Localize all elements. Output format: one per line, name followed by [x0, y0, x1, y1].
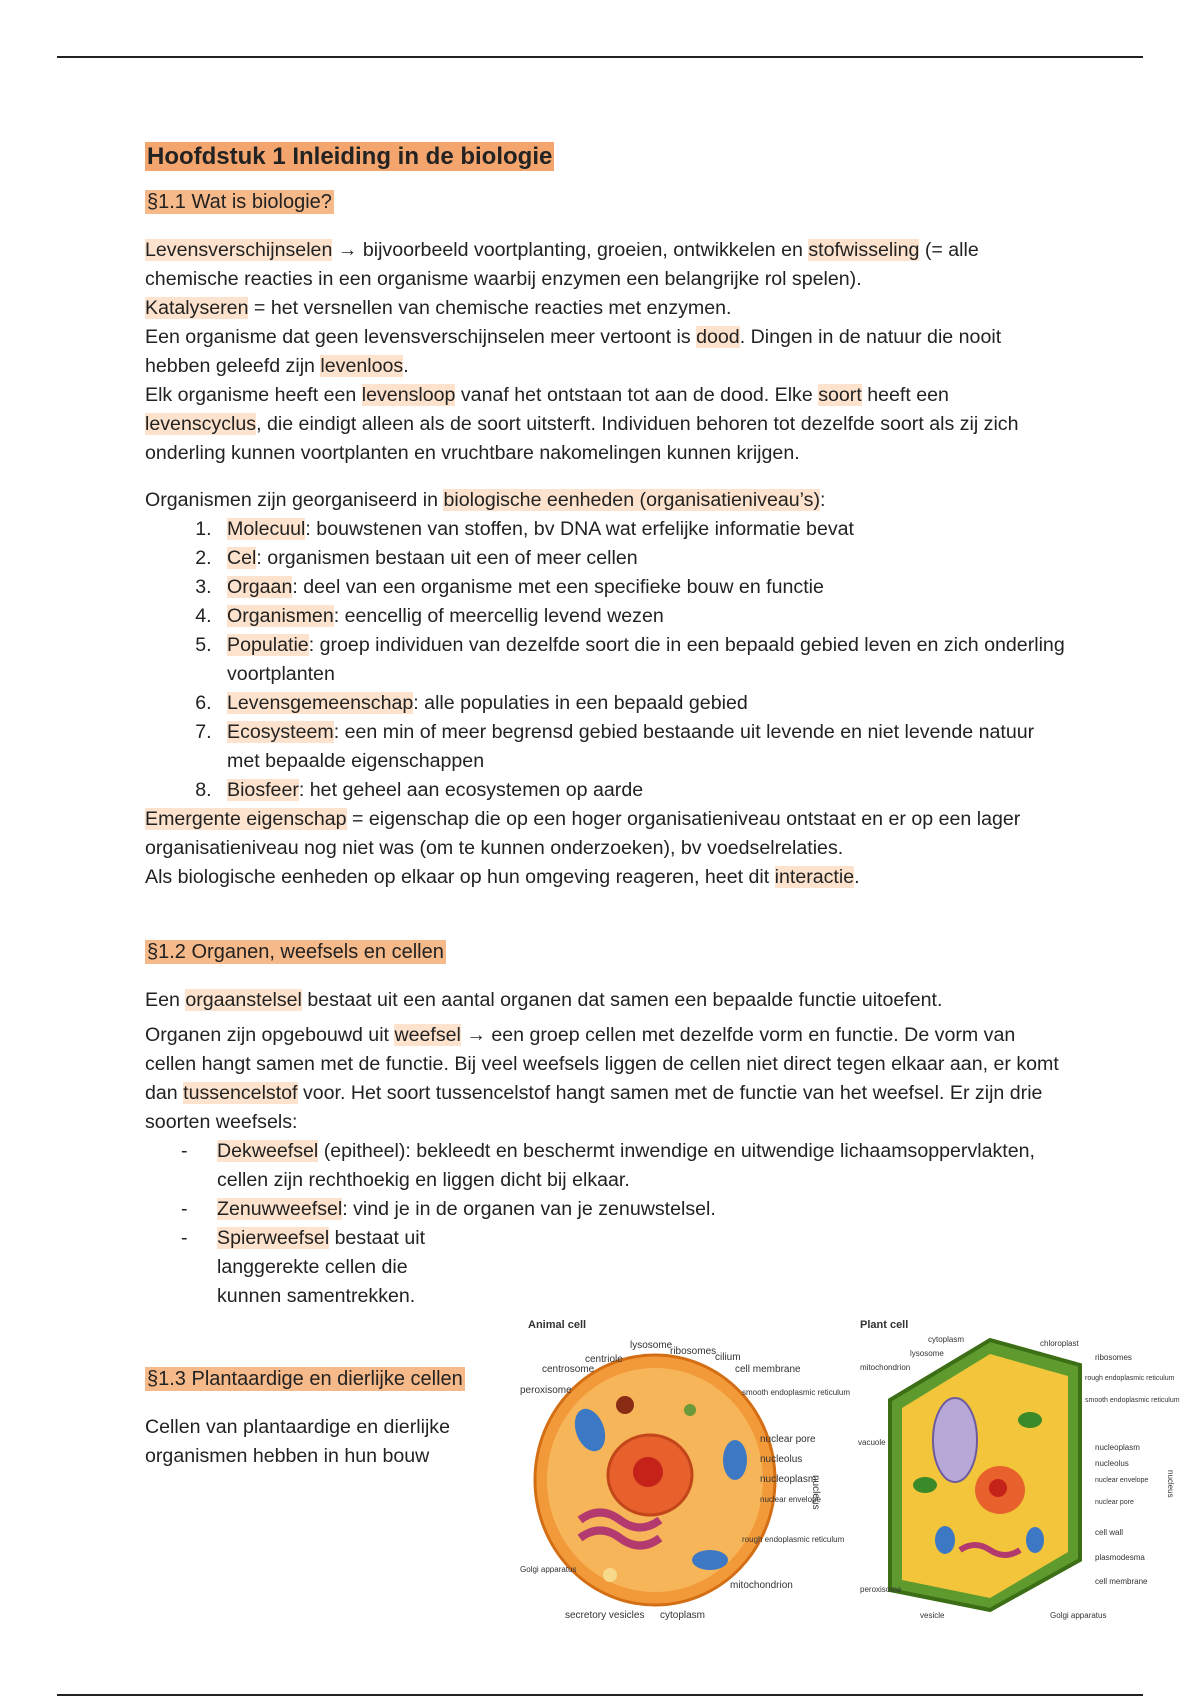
- svg-text:centrosome: centrosome: [542, 1364, 595, 1375]
- list-item: - Zenuwweefsel: vind je in de organen van je zenuwstelsel.: [217, 1195, 1065, 1224]
- svg-text:nucleolus: nucleolus: [760, 1454, 803, 1465]
- svg-text:nuclear envelope: nuclear envelope: [1095, 1477, 1149, 1484]
- list-item: 4. Organismen: eencellig of meercellig levend wezen: [217, 602, 1065, 631]
- svg-text:centriole: centriole: [585, 1354, 623, 1365]
- svg-text:cell wall: cell wall: [1095, 1528, 1124, 1537]
- list-item: 6. Levensgemeenschap: alle populaties in een bepaald gebied: [217, 689, 1065, 718]
- svg-text:nucleoplasm: nucleoplasm: [1095, 1443, 1140, 1452]
- paragraph-levensloop: Elk organisme heeft een levensloop vanaf het ontstaan tot aan de dood. Elke soort heeft een levenscyclus, die eindigt alleen als de soort uitsterft. Individuen behoren tot dezelfde soort als zij zich onderling kunnen voortplanten en vruchtbare nakomelingen kunnen krijgen.: [145, 384, 1019, 464]
- organization-levels-list: [145, 515, 1065, 805]
- svg-text:smooth endoplasmic reticulum: smooth endoplasmic reticulum: [742, 1388, 851, 1397]
- svg-text:lysosome: lysosome: [910, 1349, 944, 1358]
- paragraph-interactie: Als biologische eenheden op elkaar op hun omgeving reageren, heet dit interactie.: [145, 866, 860, 888]
- svg-text:nuclear pore: nuclear pore: [760, 1434, 816, 1445]
- list-item: 5. Populatie: groep individuen van dezelfde soort die in een bepaald gebied leven en zich onderling voortplanten: [217, 631, 1065, 689]
- paragraph-orgaanstelsel: Een orgaanstelsel bestaat uit een aantal organen dat samen een bepaalde functie uitoefent.: [145, 989, 943, 1011]
- paragraph-levensverschijnselen: Levensverschijnselen → bijvoorbeeld voortplanting, groeien, ontwikkelen en stofwisseling (= alle chemische reacties in een organisme waarbij enzymen een belangrijke rol spelen).: [145, 239, 979, 290]
- svg-text:nucleus: nucleus: [1166, 1470, 1175, 1498]
- document-page: [145, 140, 1065, 1471]
- plant-cell-title: Plant cell: [860, 1319, 909, 1331]
- animal-cell-title: Animal cell: [528, 1319, 587, 1331]
- svg-text:cell membrane: cell membrane: [735, 1364, 801, 1375]
- svg-text:rough endoplasmic reticulum: rough endoplasmic reticulum: [742, 1535, 845, 1544]
- paragraph-dood: Een organisme dat geen levensverschijnselen meer vertoont is dood. Dingen in de natuur die nooit hebben geleefd zijn levenloos.: [145, 326, 1002, 377]
- svg-text:Golgi apparatus: Golgi apparatus: [1050, 1611, 1107, 1620]
- svg-text:cilium: cilium: [715, 1352, 741, 1363]
- paragraph-weefsel: Organen zijn opgebouwd uit weefsel → een groep cellen met dezelfde vorm en functie. De vorm van cellen hangt samen met de functie. Bij veel weefsels liggen de cellen niet direct tegen elkaar aan, er komt dan tussencelstof voor. Het soort tussencelstof hangt samen met de functie van het weefsel. Er zijn drie soorten weefsels:: [145, 1024, 1059, 1133]
- svg-text:cytoplasm: cytoplasm: [660, 1610, 706, 1621]
- svg-text:lysosome: lysosome: [630, 1340, 673, 1351]
- list-item: 1. Molecuul: bouwstenen van stoffen, bv DNA wat erfelijke informatie bevat: [217, 515, 1065, 544]
- svg-text:nucleus: nucleus: [810, 1475, 821, 1510]
- paragraph-organisatieniveaus: Organismen zijn georganiseerd in biologische eenheden (organisatieniveau’s):: [145, 489, 826, 511]
- list-item: - Spierweefsel bestaat uit langgerekte cellen die kunnen samentrekken.: [217, 1224, 457, 1311]
- list-item: 8. Biosfeer: het geheel aan ecosystemen op aarde: [217, 776, 1065, 805]
- svg-text:nucleoplasm: nucleoplasm: [760, 1474, 817, 1485]
- svg-text:smooth endoplasmic reticulum: smooth endoplasmic reticulum: [1085, 1397, 1180, 1404]
- svg-text:Golgi apparatus: Golgi apparatus: [520, 1565, 577, 1574]
- svg-text:vacuole: vacuole: [858, 1438, 886, 1447]
- plant-cell-illustration: [890, 1340, 1080, 1610]
- list-item: 7. Ecosysteem: een min of meer begrensd gebied bestaande uit levende en niet levende natuur met bepaalde eigenschappen: [217, 718, 1065, 776]
- chapter-title: Hoofdstuk 1 Inleiding in de biologie: [147, 143, 553, 170]
- svg-text:nucleolus: nucleolus: [1095, 1459, 1129, 1468]
- svg-text:nuclear envelope: nuclear envelope: [760, 1495, 821, 1504]
- list-item: - Dekweefsel (epitheel): bekleedt en beschermt inwendige en uitwendige lichaamsoppervlakten, cellen zijn rechthoekig en liggen dicht bij elkaar.: [217, 1137, 1065, 1195]
- tissue-types-list: [145, 1137, 1065, 1311]
- paragraph-katalyseren: Katalyseren = het versnellen van chemische reacties met enzymen.: [145, 297, 732, 319]
- list-item: 2. Cel: organismen bestaan uit een of meer cellen: [217, 544, 1065, 573]
- svg-text:cell membrane: cell membrane: [1095, 1577, 1148, 1586]
- svg-text:secretory vesicles: secretory vesicles: [565, 1610, 645, 1621]
- svg-text:plasmodesma: plasmodesma: [1095, 1553, 1145, 1562]
- paragraph-emergente-eigenschap: Emergente eigenschap = eigenschap die op een hoger organisatieniveau ontstaat en er op een lager organisatieniveau nog niet was (om te kunnen onderzoeken), bv voedselrelaties.: [145, 808, 1021, 859]
- svg-text:peroxisome: peroxisome: [860, 1585, 902, 1594]
- svg-text:mitochondrion: mitochondrion: [860, 1363, 911, 1372]
- svg-text:ribosomes: ribosomes: [1095, 1353, 1132, 1362]
- svg-text:rough endoplasmic reticulum: rough endoplasmic reticulum: [1085, 1375, 1175, 1382]
- cell-diagram: [520, 1310, 1180, 1630]
- svg-text:cytoplasm: cytoplasm: [928, 1335, 965, 1344]
- svg-text:peroxisome: peroxisome: [520, 1385, 572, 1396]
- list-item: 3. Orgaan: deel van een organisme met een specifieke bouw en functie: [217, 573, 1065, 602]
- section-heading-1-2: §1.2 Organen, weefsels en cellen: [147, 941, 444, 963]
- svg-text:chloroplast: chloroplast: [1040, 1339, 1079, 1348]
- svg-text:mitochondrion: mitochondrion: [730, 1580, 793, 1591]
- svg-text:ribosomes: ribosomes: [670, 1346, 717, 1357]
- paragraph-cellen: Cellen van plantaardige en dierlijke organismen hebben in hun bouw: [145, 1416, 450, 1467]
- section-heading-1-1: §1.1 Wat is biologie?: [147, 191, 332, 213]
- header-rule: [57, 56, 1143, 58]
- svg-text:nuclear pore: nuclear pore: [1095, 1499, 1134, 1506]
- footer-rule: [57, 1694, 1143, 1696]
- section-heading-1-3: §1.3 Plantaardige en dierlijke cellen: [147, 1368, 463, 1390]
- svg-text:vesicle: vesicle: [920, 1611, 945, 1620]
